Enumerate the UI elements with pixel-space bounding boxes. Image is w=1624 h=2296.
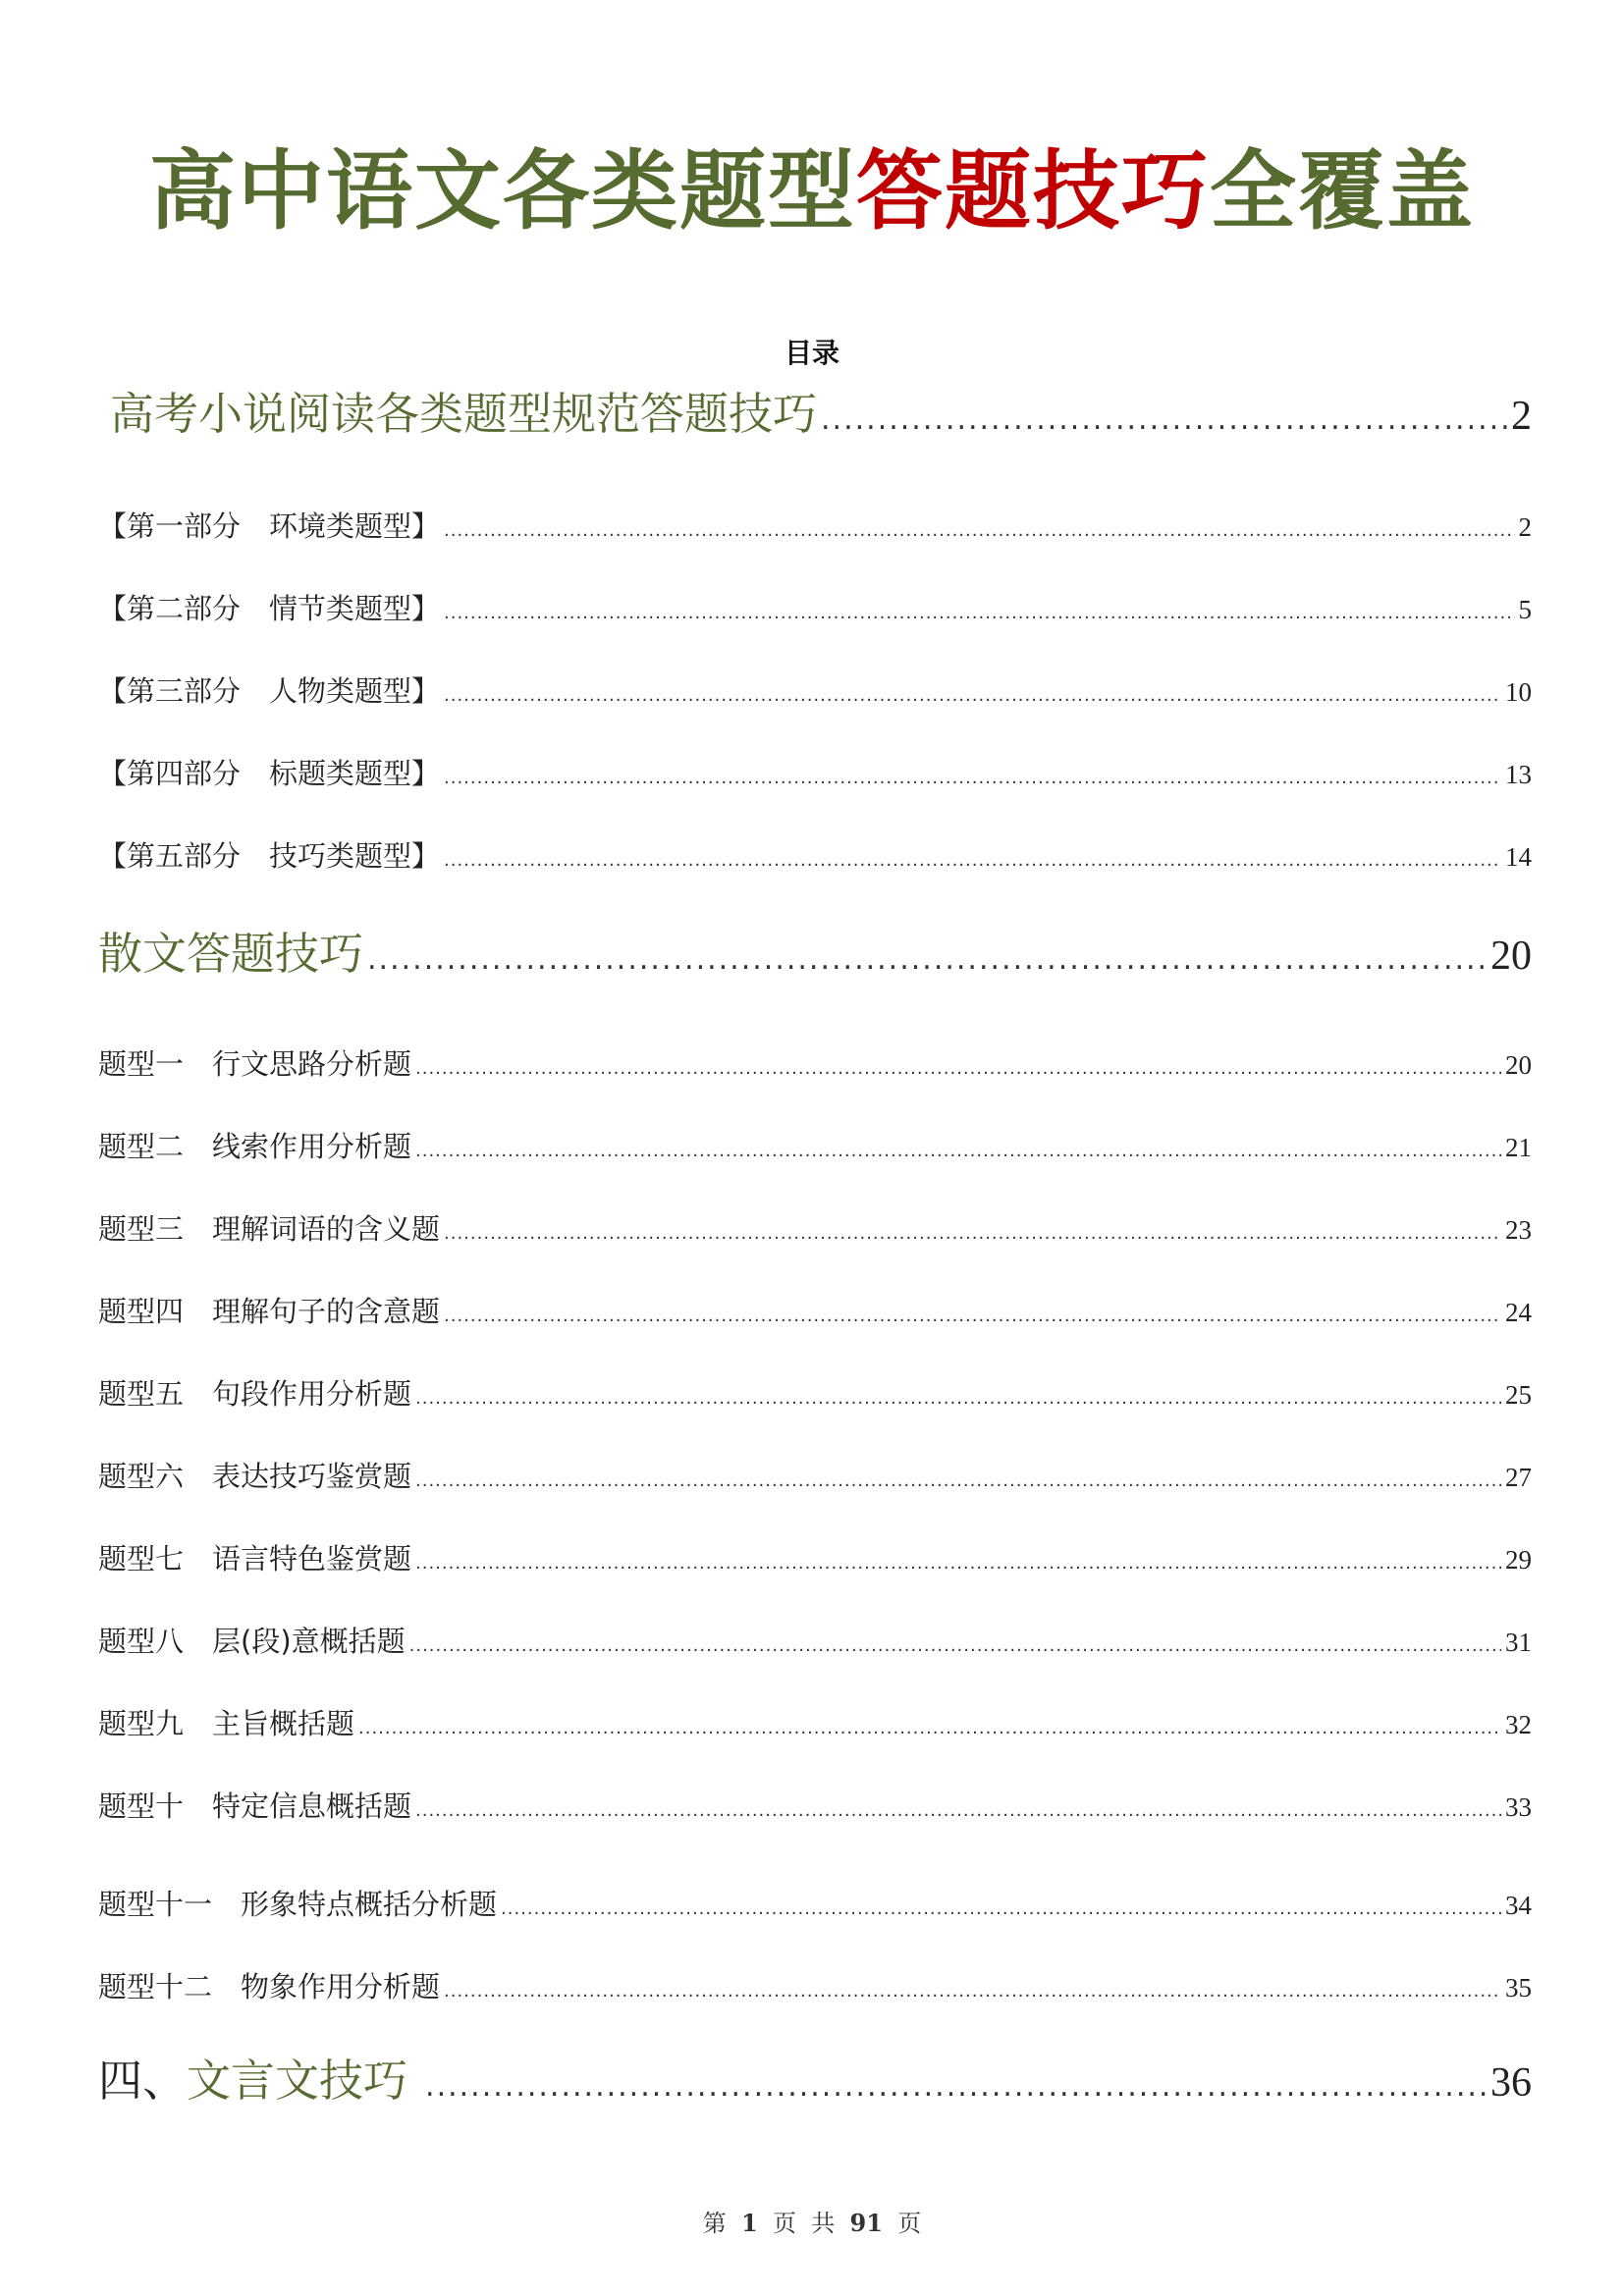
toc-page-number: 21 [1505,1133,1532,1162]
toc-heading: 目录 [784,337,839,369]
toc-leader-dots [415,1379,1501,1418]
toc-entry-title: 【第二部分 情节类题型】 [98,592,441,625]
toc-entry[interactable] [98,1704,1532,1748]
toc-page-number: 24 [1505,1298,1532,1327]
toc-entry[interactable] [98,836,1532,881]
toc-leader-dots [367,931,1487,989]
footer-total-pages: 91 [849,2209,883,2237]
toc-entry[interactable] [98,671,1532,716]
toc-entry-title: 【第四部分 标题类题型】 [98,757,441,790]
toc-entry[interactable] [98,1622,1532,1666]
toc-page-number: 2 [1511,394,1532,439]
title-part-1: 高中语文各类题型 [148,140,856,241]
toc-entry-title: 题型四 理解句子的含意题 [98,1295,441,1328]
toc-leader-dots [415,1132,1501,1171]
toc-entry-title: 【第三部分 人物类题型】 [98,674,441,708]
page-footer [0,2209,1624,2238]
footer-suffix: 页 [897,2210,922,2237]
toc-leader-dots [444,1214,1501,1254]
toc-page-number: 2 [1518,512,1532,542]
toc-leader-dots [415,1544,1501,1583]
footer-prefix: 第 [702,2210,727,2237]
toc-entry-title: 题型十 特定信息概括题 [98,1789,412,1823]
toc-entry-title: 题型一 行文思路分析题 [98,1047,412,1081]
document-title [0,137,1624,245]
toc-entry[interactable] [98,1885,1532,1929]
toc-leader-dots [415,1462,1501,1501]
toc-leader-dots [501,1890,1501,1929]
toc-entry[interactable] [98,1374,1532,1418]
toc-entry[interactable] [98,1457,1532,1501]
toc-entry[interactable] [98,1967,1532,2011]
toc-entry-title: 题型二 线索作用分析题 [98,1130,412,1163]
toc-leader-dots [444,676,1501,716]
toc-entry-title: 题型三 理解词语的含义题 [98,1212,441,1246]
toc-leader-dots [444,1972,1501,2011]
toc-leader-dots [415,1049,1501,1089]
toc-section-title-text: 文言文技巧 [187,2055,408,2107]
footer-middle: 页 共 [773,2210,836,2237]
toc-entry[interactable] [98,1539,1532,1583]
toc-leader-dots [444,594,1514,633]
toc-section-title: 散文答题技巧 [98,928,364,980]
toc-page-number: 31 [1505,1628,1532,1657]
toc-leader-dots [358,1709,1501,1748]
toc-entry-title: 题型九 主旨概括题 [98,1707,355,1740]
toc-entry-title: 题型五 句段作用分析题 [98,1377,412,1411]
toc-leader-dots [415,1791,1501,1831]
toc-entry-title: 题型十二 物象作用分析题 [98,1970,441,2003]
toc-entry[interactable] [98,1044,1532,1089]
toc-page-number: 20 [1505,1050,1532,1080]
toc-section-novel[interactable] [110,385,1532,450]
toc-page-number: 29 [1505,1545,1532,1575]
toc-section-prefix: 四、 [98,2055,188,2107]
toc-entry[interactable] [98,1127,1532,1171]
toc-page-number: 32 [1505,1710,1532,1739]
title-part-2-highlight: 答题技巧 [855,140,1210,241]
toc-page-number: 23 [1505,1215,1532,1245]
footer-current-page: 1 [741,2209,758,2237]
toc-leader-dots [444,759,1501,798]
toc-leader-dots [444,1297,1501,1336]
toc-page-number: 10 [1505,677,1532,707]
toc-entry-title: 题型六 表达技巧鉴赏题 [98,1460,412,1493]
toc-page-number: 34 [1505,1891,1532,1920]
toc-leader-dots [409,1627,1501,1666]
toc-page-number: 20 [1490,934,1532,979]
toc-leader-dots [444,511,1514,551]
toc-entry-title: 【第五部分 技巧类题型】 [98,839,441,873]
toc-entry[interactable] [98,1787,1532,1831]
toc-section-prose[interactable] [98,925,1532,989]
toc-page-number: 13 [1505,760,1532,789]
toc-page-number: 27 [1505,1463,1532,1492]
toc-page-number: 5 [1518,595,1532,624]
toc-entry[interactable] [98,507,1532,551]
toc-section-title: 高考小说阅读各类题型规范答题技巧 [110,388,818,440]
toc-entry-title: 题型十一 形象特点概括分析题 [98,1888,498,1921]
toc-leader-dots [444,841,1501,881]
toc-entry[interactable] [98,1292,1532,1336]
toc-page-number: 14 [1505,842,1532,872]
toc-section-title [98,2052,407,2110]
toc-page-number: 33 [1505,1792,1532,1822]
toc-entry[interactable] [98,589,1532,633]
toc-entry-title: 题型八 层(段)意概括题 [98,1625,406,1658]
toc-entry[interactable] [98,754,1532,798]
toc-entry-title: 题型七 语言特色鉴赏题 [98,1542,412,1575]
toc-section-classical[interactable] [98,2052,1532,2116]
toc-entry-title: 【第一部分 环境类题型】 [98,509,441,543]
title-part-3: 全覆盖 [1210,140,1476,241]
toc-page-number: 36 [1490,2060,1532,2106]
toc-page-number: 25 [1505,1380,1532,1410]
toc-leader-dots [821,391,1507,450]
toc-entry[interactable] [98,1209,1532,1254]
toc-page-number: 35 [1505,1973,1532,2002]
toc-leader-dots [425,2057,1487,2116]
